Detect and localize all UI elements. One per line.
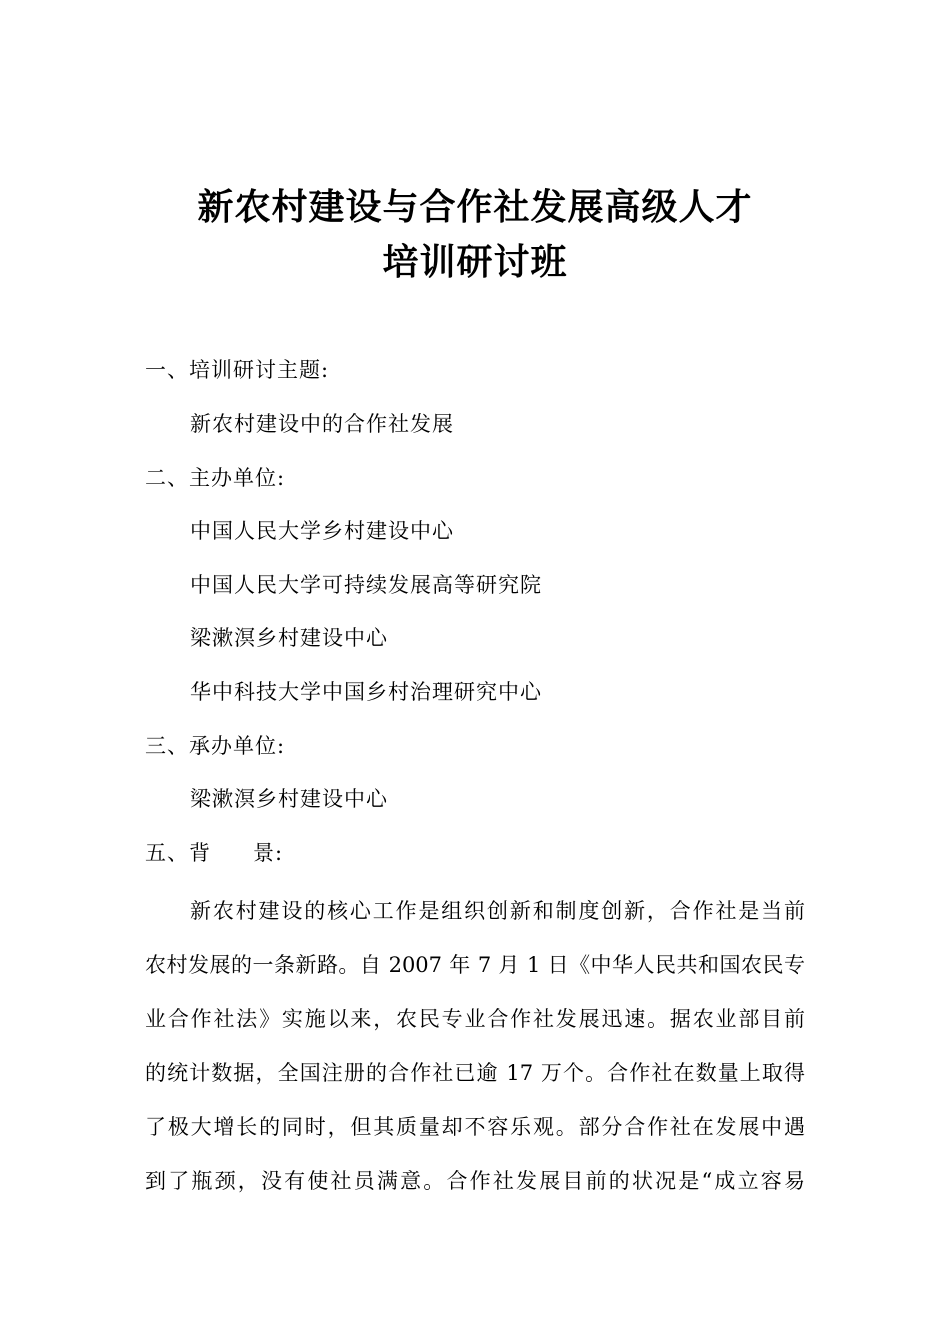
background-heading-prefix: 五、背 bbox=[145, 841, 211, 865]
paragraph-line: 的统计数据，全国注册的合作社已逾 17 万个。合作社在数量上取得 bbox=[145, 1061, 805, 1085]
host-item: 梁漱溟乡村建设中心 bbox=[190, 787, 388, 811]
paragraph-line: 新农村建设的核心工作是组织创新和制度创新，合作社是当前 bbox=[190, 899, 805, 923]
organizer-item: 梁漱溟乡村建设中心 bbox=[190, 626, 388, 650]
background-heading-suffix: 景: bbox=[253, 841, 284, 865]
background-paragraph bbox=[145, 884, 805, 1208]
theme-item: 新农村建设中的合作社发展 bbox=[190, 412, 454, 436]
paragraph-line: 农村发展的一条新路。自 2007 年 7 月 1 日《中华人民共和国农民专 bbox=[145, 953, 805, 977]
paragraph-line: 业合作社法》实施以来，农民专业合作社发展迅速。据农业部目前 bbox=[145, 1007, 805, 1031]
organizer-item: 中国人民大学乡村建设中心 bbox=[190, 519, 454, 543]
document-title-line-1: 新农村建设与合作社发展高级人才 bbox=[197, 187, 753, 228]
paragraph-line: 到了瓶颈，没有使社员满意。合作社发展目前的状况是“成立容易 bbox=[145, 1169, 805, 1193]
document-title-line-2: 培训研讨班 bbox=[382, 242, 568, 283]
section-heading-theme: 一、培训研讨主题: bbox=[145, 358, 330, 382]
section-heading-host: 三、承办单位: bbox=[145, 734, 286, 758]
section-heading-organizers: 二、主办单位: bbox=[145, 466, 286, 490]
organizer-item: 华中科技大学中国乡村治理研究中心 bbox=[190, 680, 542, 704]
paragraph-line: 了极大增长的同时，但其质量却不容乐观。部分合作社在发展中遇 bbox=[145, 1115, 805, 1139]
organizer-item: 中国人民大学可持续发展高等研究院 bbox=[190, 573, 542, 597]
section-heading-background bbox=[145, 838, 283, 868]
